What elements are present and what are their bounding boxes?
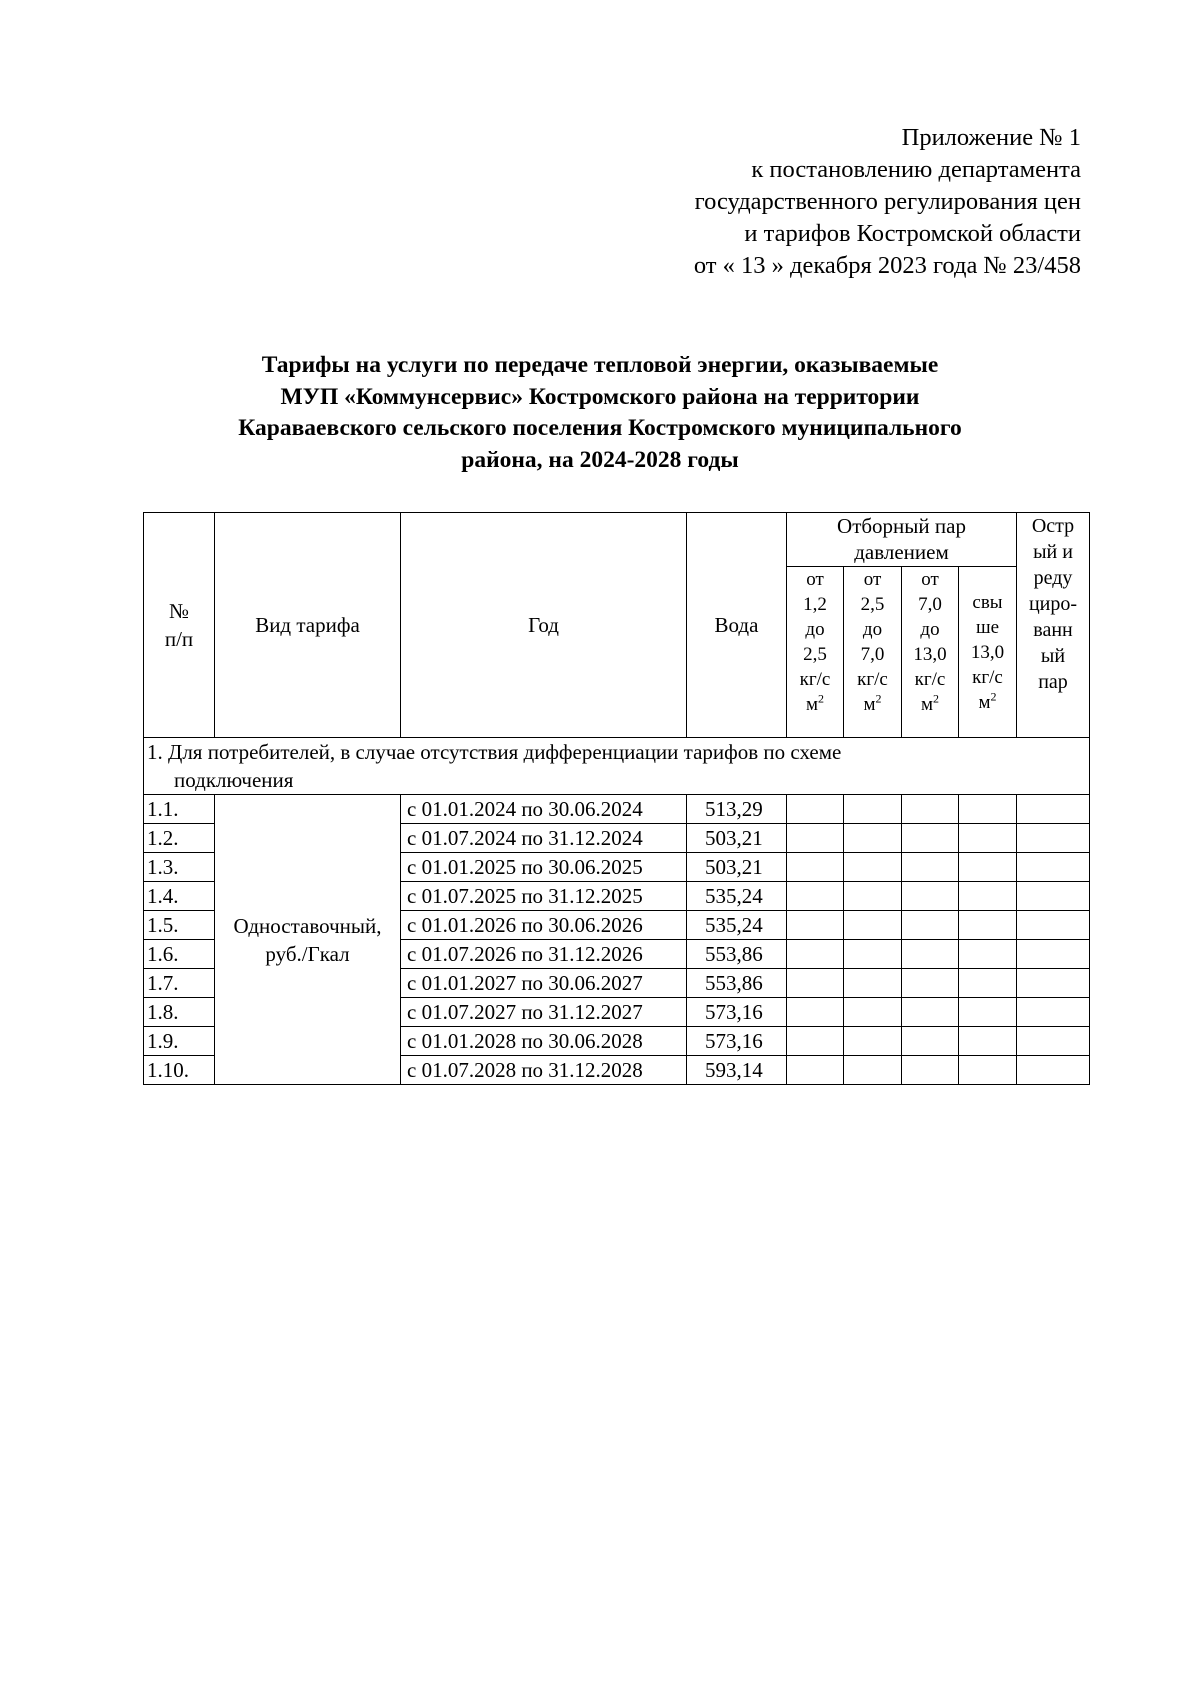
header-steam-group: Отборный пар давлением: [787, 513, 1017, 567]
empty-cell: [902, 1027, 959, 1056]
row-period: с 01.07.2025 по 31.12.2025: [401, 882, 687, 911]
empty-cell: [959, 911, 1017, 940]
empty-cell: [902, 969, 959, 998]
empty-cell: [844, 882, 902, 911]
empty-cell: [902, 940, 959, 969]
title-line: Караваевского сельского поселения Костромского муниципального: [238, 415, 962, 441]
empty-cell: [1017, 940, 1090, 969]
table-header: [144, 513, 1090, 795]
title-line: района, на 2024-2028 годы: [461, 446, 739, 473]
empty-cell: [787, 795, 844, 824]
row-number: 1.5.: [144, 911, 215, 940]
header-tariff-kind: Вид тарифа: [215, 513, 401, 738]
empty-cell: [844, 1027, 902, 1056]
row-period: с 01.01.2027 по 30.06.2027: [401, 969, 687, 998]
row-number: 1.2.: [144, 824, 215, 853]
empty-cell: [959, 882, 1017, 911]
row-number: 1.4.: [144, 882, 215, 911]
empty-cell: [959, 1027, 1017, 1056]
row-water-value: 573,16: [687, 998, 787, 1027]
empty-cell: [902, 882, 959, 911]
row-period: с 01.01.2026 по 30.06.2026: [401, 911, 687, 940]
table-row: [144, 795, 1090, 824]
empty-cell: [787, 911, 844, 940]
header-steam-3: от 7,0 до 13,0 кг/с $м^2$: [902, 567, 959, 738]
header-number: № п/п: [144, 513, 215, 738]
title-line: МУП «Коммунсервис» Костромского района на территории: [280, 383, 920, 410]
row-water-value: 573,16: [687, 1027, 787, 1056]
empty-cell: [787, 853, 844, 882]
tariff-table: [143, 512, 1090, 1085]
empty-cell: [787, 824, 844, 853]
empty-cell: [787, 882, 844, 911]
row-water-value: 513,29: [687, 795, 787, 824]
row-water-value: 535,24: [687, 911, 787, 940]
empty-cell: [959, 853, 1017, 882]
empty-cell: [787, 969, 844, 998]
empty-cell: [1017, 795, 1090, 824]
section-heading: 1. Для потребителей, в случае отсутствия дифференциации тарифов по схеме подключения: [144, 738, 1090, 795]
annex-date: от « 13 » декабря 2023 года № 23/458: [693, 252, 1081, 279]
row-water-value: 535,24: [687, 882, 787, 911]
empty-cell: [1017, 853, 1090, 882]
empty-cell: [787, 940, 844, 969]
empty-cell: [844, 998, 902, 1027]
table-body: [144, 795, 1090, 1085]
empty-cell: [959, 940, 1017, 969]
row-water-value: 593,14: [687, 1056, 787, 1085]
empty-cell: [959, 824, 1017, 853]
row-period: с 01.07.2028 по 31.12.2028: [401, 1056, 687, 1085]
empty-cell: [1017, 824, 1090, 853]
empty-cell: [844, 911, 902, 940]
title-line: Тарифы на услуги по передаче тепловой энергии, оказываемые: [261, 352, 939, 378]
row-number: 1.10.: [144, 1056, 215, 1085]
empty-cell: [959, 795, 1017, 824]
empty-cell: [1017, 1056, 1090, 1085]
empty-cell: [902, 911, 959, 940]
header-steam-2: от 2,5 до 7,0 кг/с $м^2$: [844, 567, 902, 738]
header-sharp-steam: Остр ый и реду циро- ванн ый пар: [1017, 513, 1090, 738]
header-water: Вода: [687, 513, 787, 738]
empty-cell: [787, 1027, 844, 1056]
header-year: Год: [401, 513, 687, 738]
row-period: с 01.07.2027 по 31.12.2027: [401, 998, 687, 1027]
row-number: 1.8.: [144, 998, 215, 1027]
header-steam-1: от 1,2 до 2,5 кг/с $м^2$: [787, 567, 844, 738]
empty-cell: [902, 795, 959, 824]
annex-line: и тарифов Костромской области: [744, 220, 1081, 247]
empty-cell: [902, 853, 959, 882]
row-period: с 01.01.2028 по 30.06.2028: [401, 1027, 687, 1056]
row-number: 1.7.: [144, 969, 215, 998]
annex-line: к постановлению департамента: [751, 156, 1081, 183]
row-number: 1.1.: [144, 795, 215, 824]
row-period: с 01.07.2026 по 31.12.2026: [401, 940, 687, 969]
annex-number: Приложение № 1: [901, 124, 1081, 151]
header-steam-4: свы ше 13,0 кг/с $м^2$: [959, 567, 1017, 738]
empty-cell: [1017, 969, 1090, 998]
empty-cell: [787, 998, 844, 1027]
row-number: 1.6.: [144, 940, 215, 969]
empty-cell: [1017, 882, 1090, 911]
row-number: 1.9.: [144, 1027, 215, 1056]
annex-line: государственного регулирования цен: [694, 188, 1081, 215]
empty-cell: [959, 1056, 1017, 1085]
empty-cell: [1017, 1027, 1090, 1056]
row-water-value: 503,21: [687, 824, 787, 853]
row-period: с 01.07.2024 по 31.12.2024: [401, 824, 687, 853]
empty-cell: [844, 940, 902, 969]
empty-cell: [959, 969, 1017, 998]
empty-cell: [844, 824, 902, 853]
empty-cell: [959, 998, 1017, 1027]
empty-cell: [787, 1056, 844, 1085]
row-period: с 01.01.2024 по 30.06.2024: [401, 795, 687, 824]
empty-cell: [844, 1056, 902, 1085]
tariff-kind-cell: Одноставочный, руб./Гкал: [215, 795, 401, 1085]
annex-reference: [694, 122, 1081, 282]
empty-cell: [902, 998, 959, 1027]
document-title: [150, 350, 1050, 476]
empty-cell: [844, 853, 902, 882]
row-water-value: 503,21: [687, 853, 787, 882]
empty-cell: [844, 969, 902, 998]
empty-cell: [902, 824, 959, 853]
empty-cell: [844, 795, 902, 824]
empty-cell: [1017, 998, 1090, 1027]
row-period: с 01.01.2025 по 30.06.2025: [401, 853, 687, 882]
empty-cell: [1017, 911, 1090, 940]
row-number: 1.3.: [144, 853, 215, 882]
row-water-value: 553,86: [687, 940, 787, 969]
empty-cell: [902, 1056, 959, 1085]
row-water-value: 553,86: [687, 969, 787, 998]
